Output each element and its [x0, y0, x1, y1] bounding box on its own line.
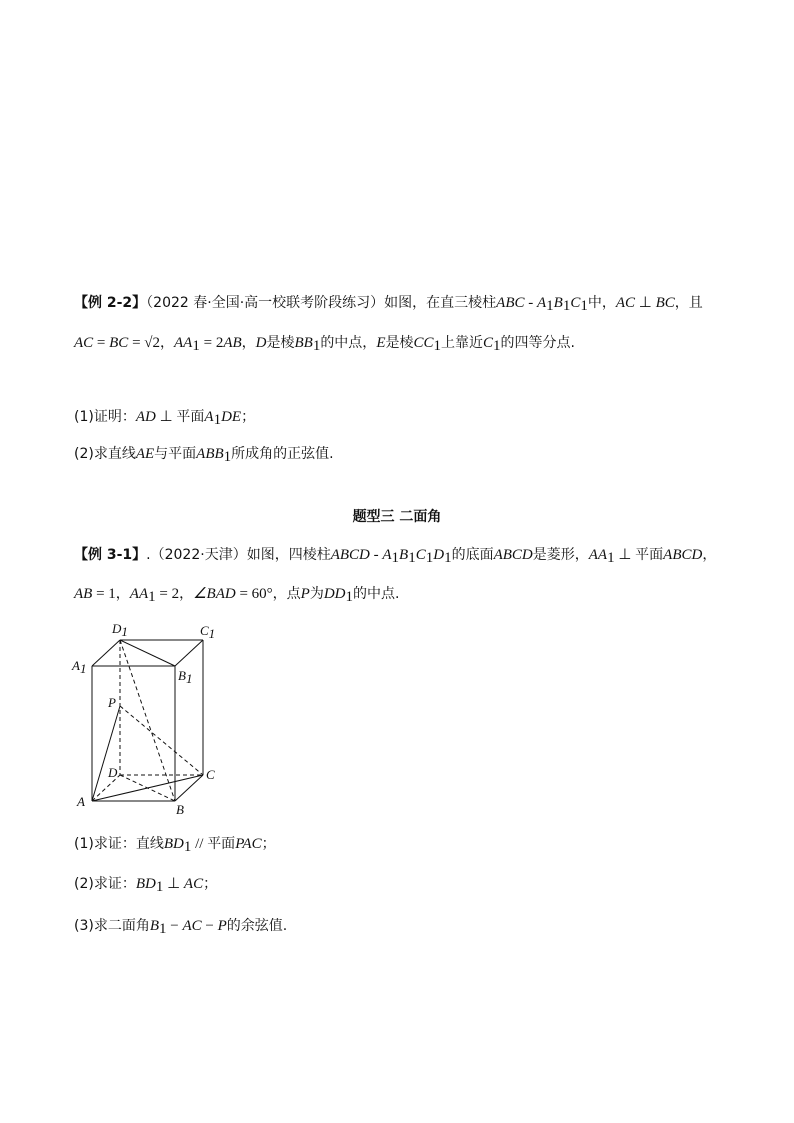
- ex22-text: 的四等分点.: [500, 335, 575, 351]
- math-sub: 1: [433, 338, 441, 354]
- math: B: [149, 918, 160, 934]
- math: ∠BAD: [193, 586, 236, 602]
- ex22-text: ，: [241, 335, 256, 351]
- math: BB: [294, 335, 313, 351]
- math-sub: 1: [312, 338, 321, 354]
- ex31-source: .（2022·天津）: [146, 547, 247, 563]
- ex22-question-2: [74, 444, 334, 464]
- ex31-text: (3)求二面角: [74, 918, 150, 934]
- math: E: [376, 335, 386, 351]
- ex22-source: （2022 春·全国·高一校联考阶段练习）: [146, 295, 385, 311]
- math-sub: 1: [223, 449, 232, 465]
- ex31-text: 为: [309, 586, 324, 602]
- math: D: [255, 335, 267, 351]
- math: BD: [163, 836, 184, 852]
- math: 2: [215, 335, 224, 351]
- ex31-text: ，: [179, 586, 194, 602]
- math: B: [399, 547, 409, 563]
- math: BC: [109, 335, 129, 351]
- edge-A1D1: [92, 640, 120, 666]
- line-BD1: [120, 640, 175, 801]
- label-A1: A1: [72, 658, 87, 676]
- math: ⊥: [635, 295, 656, 311]
- section-heading: 题型三 二面角: [352, 509, 442, 525]
- math-sub: 1: [345, 589, 354, 605]
- math: √2: [144, 335, 161, 351]
- ex22-line-1: [74, 293, 703, 313]
- math: ABCD: [663, 547, 703, 563]
- math: AE: [135, 446, 155, 462]
- math: BD: [135, 876, 156, 892]
- label-B1: B1: [178, 668, 193, 686]
- math: −: [201, 918, 218, 934]
- ex31-line-2: [74, 584, 399, 604]
- ex31-text: 平面: [207, 836, 236, 852]
- ex22-text: 所成角的正弦值.: [231, 446, 334, 462]
- line-PC: [120, 706, 203, 775]
- ex22-line-2: [74, 333, 575, 353]
- ex31-text: 平面: [635, 547, 664, 563]
- math-sub: 1: [607, 550, 615, 566]
- math: AA: [588, 547, 608, 563]
- math: ⊥: [155, 409, 177, 425]
- math-sub: 1: [580, 298, 588, 314]
- math: -: [524, 295, 537, 311]
- ex31-question-3: [74, 916, 287, 936]
- math: AC: [74, 335, 94, 351]
- math-sub: 1: [148, 589, 156, 605]
- math: AA: [174, 335, 193, 351]
- label-C1: C1: [200, 623, 216, 641]
- math: AB: [74, 586, 93, 602]
- math: =: [199, 335, 216, 351]
- ex31-text: 的中点.: [353, 586, 400, 602]
- prism-figure: [70, 618, 230, 818]
- ex31-text: 是菱形，: [532, 547, 589, 563]
- math-sub: 1: [159, 921, 167, 937]
- ex22-text: (1)证明：: [74, 409, 136, 425]
- math: B: [553, 295, 563, 311]
- math: AB: [223, 335, 242, 351]
- ex31-line-1: [74, 545, 716, 565]
- math: =: [235, 586, 252, 602]
- math: AD: [135, 409, 156, 425]
- ex22-text: 平面: [176, 409, 205, 425]
- ex31-question-1: [74, 834, 276, 854]
- math: AA: [129, 586, 149, 602]
- math: CC: [413, 335, 434, 351]
- math: =: [128, 335, 145, 351]
- math: C: [570, 295, 581, 311]
- edge-D1B1: [120, 640, 175, 666]
- math: B: [214, 446, 224, 462]
- ex22-text: 的中点，: [320, 335, 377, 351]
- math: C: [483, 335, 494, 351]
- label-A: A: [77, 794, 85, 809]
- math-sub: 1: [408, 550, 416, 566]
- ex31-text: (2)求证：: [74, 876, 136, 892]
- ex22-tag: 【例 2-2】: [74, 295, 147, 311]
- ex31-text: ，: [702, 547, 717, 563]
- math: AC: [615, 295, 636, 311]
- label-B: B: [176, 802, 184, 817]
- math-sub: 1: [192, 338, 200, 354]
- math: ABCD: [330, 547, 370, 563]
- math: =: [93, 335, 110, 351]
- math-sub: 1: [391, 550, 400, 566]
- ex31-question-2: [74, 874, 217, 894]
- math-sub: 1: [493, 338, 501, 354]
- math: 60°: [251, 586, 273, 602]
- math: D: [433, 547, 445, 563]
- math: BC: [655, 295, 675, 311]
- math: C: [415, 547, 426, 563]
- math: P: [300, 586, 310, 602]
- ex31-text: 如图，四棱柱: [246, 547, 331, 563]
- math: AB: [196, 446, 215, 462]
- math-sub: 1: [444, 550, 452, 566]
- math: A: [537, 295, 547, 311]
- math: 2: [171, 586, 180, 602]
- math-sub: 1: [213, 412, 222, 428]
- math: ⊥: [163, 876, 184, 892]
- ex31-text: ，: [115, 586, 130, 602]
- ex31-text: 的底面: [451, 547, 494, 563]
- math: ⊥: [614, 547, 636, 563]
- ex31-text: (1)求证：直线: [74, 836, 164, 852]
- ex22-text: ；: [241, 409, 256, 425]
- math: 1: [108, 586, 116, 602]
- math-sub: 1: [425, 550, 434, 566]
- ex22-text: 如图，在直三棱柱: [384, 295, 497, 311]
- line-PA: [92, 706, 120, 801]
- math: =: [155, 586, 172, 602]
- math-sub: 1: [155, 879, 164, 895]
- math: P: [217, 918, 227, 934]
- ex31-text: ；: [203, 876, 218, 892]
- ex31-text: ，点: [272, 586, 301, 602]
- label-P: P: [108, 695, 116, 710]
- math: AC: [182, 918, 202, 934]
- label-D1: D1: [112, 621, 128, 639]
- math: AC: [183, 876, 204, 892]
- math: //: [191, 836, 208, 852]
- ex22-text: (2)求直线: [74, 446, 136, 462]
- edge-BC: [175, 775, 203, 801]
- math: =: [92, 586, 109, 602]
- ex22-text: 中，: [587, 295, 616, 311]
- ex22-text: 是棱: [385, 335, 414, 351]
- math: PAC: [235, 836, 262, 852]
- math: A: [382, 547, 392, 563]
- math: DE: [221, 409, 242, 425]
- ex31-text: 的余弦值.: [226, 918, 288, 934]
- label-C: C: [206, 767, 215, 782]
- math: −: [166, 918, 183, 934]
- math: ABCD: [493, 547, 533, 563]
- math-sub: 1: [562, 298, 571, 314]
- edge-C1B1: [175, 640, 203, 666]
- ex31-text: ；: [261, 836, 276, 852]
- math-sub: 1: [546, 298, 554, 314]
- math-sub: 1: [183, 839, 192, 855]
- ex31-tag: 【例 3-1】: [74, 547, 147, 563]
- line-DB: [120, 775, 175, 801]
- ex22-text: ，且: [674, 295, 703, 311]
- math: A: [204, 409, 214, 425]
- ex22-text: ，: [160, 335, 175, 351]
- math: ABC: [496, 295, 525, 311]
- ex22-text: 上靠近: [441, 335, 483, 351]
- ex22-text: 与平面: [154, 446, 197, 462]
- math: DD: [323, 586, 346, 602]
- label-D: D: [108, 765, 118, 780]
- ex22-question-1: [74, 407, 255, 427]
- math: -: [369, 547, 383, 563]
- ex22-text: 是棱: [266, 335, 295, 351]
